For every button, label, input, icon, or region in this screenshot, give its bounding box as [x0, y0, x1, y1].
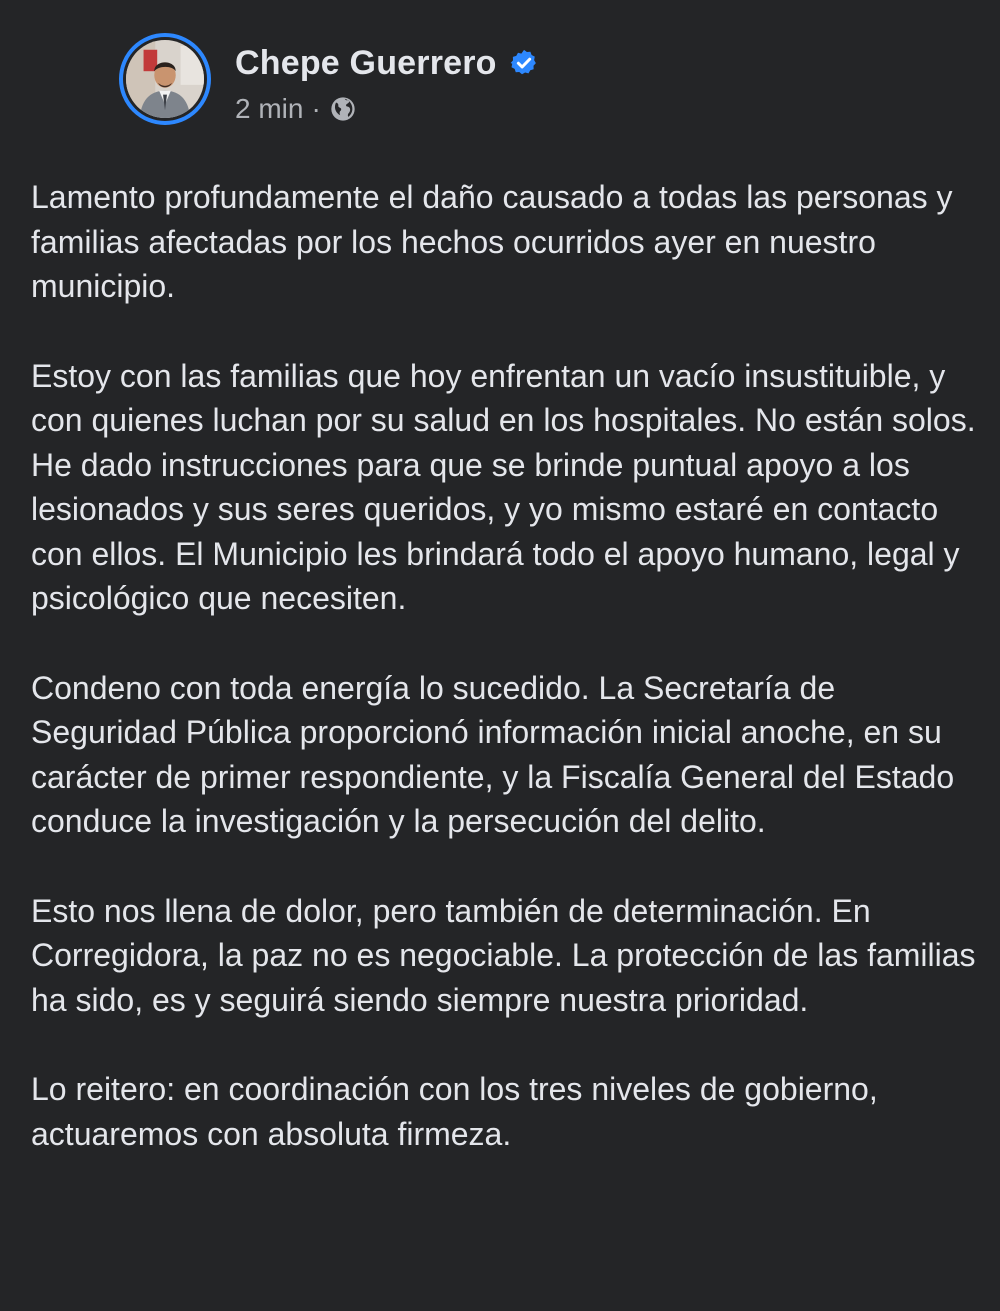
post-timestamp[interactable]: 2 min [235, 93, 304, 124]
verified-badge-icon [509, 48, 539, 78]
meta-separator: · [311, 93, 321, 124]
post-paragraph: Condeno con toda energía lo sucedido. La Secretaría de Seguridad Pública proporcionó información inicial anoche, en su carácter de primer respondiente, y la Fiscalía General del Estado conduce la investigación y la persecución del delito. [31, 669, 955, 839]
author-name[interactable]: Chepe Guerrero [235, 43, 497, 82]
post-paragraph: Estoy con las familias que hoy enfrentan un vacío insustituible, y con quienes luchan por su salud en los hospitales. No están solos. He dado instrucciones para que se brinde puntual apoyo a los lesionados y sus seres queridos, y yo mismo estaré en contacto con ellos. El Municipio les brindará todo el apoyo humano, legal y psicológico que necesiten. [31, 357, 976, 616]
globe-icon[interactable] [329, 95, 357, 123]
author-row [235, 41, 539, 85]
post-paragraph: Esto nos llena de dolor, pero también de determinación. En Corregidora, la paz no es negociable. La protección de las familias ha sido, es y seguirá siendo siempre nuestra prioridad. [31, 892, 976, 1018]
avatar[interactable] [126, 40, 204, 118]
post-header [119, 33, 539, 133]
post-body [31, 175, 976, 1201]
avatar-story-ring[interactable] [119, 33, 211, 125]
post-paragraph: Lo reitero: en coordinación con los tres niveles de gobierno, actuaremos con absoluta firmeza. [31, 1071, 878, 1152]
post-header-text [235, 41, 539, 127]
post-meta-row [235, 91, 539, 127]
post-paragraph: Lamento profundamente el daño causado a todas las personas y familias afectadas por los hechos ocurridos ayer en nuestro municipio. [31, 179, 953, 304]
